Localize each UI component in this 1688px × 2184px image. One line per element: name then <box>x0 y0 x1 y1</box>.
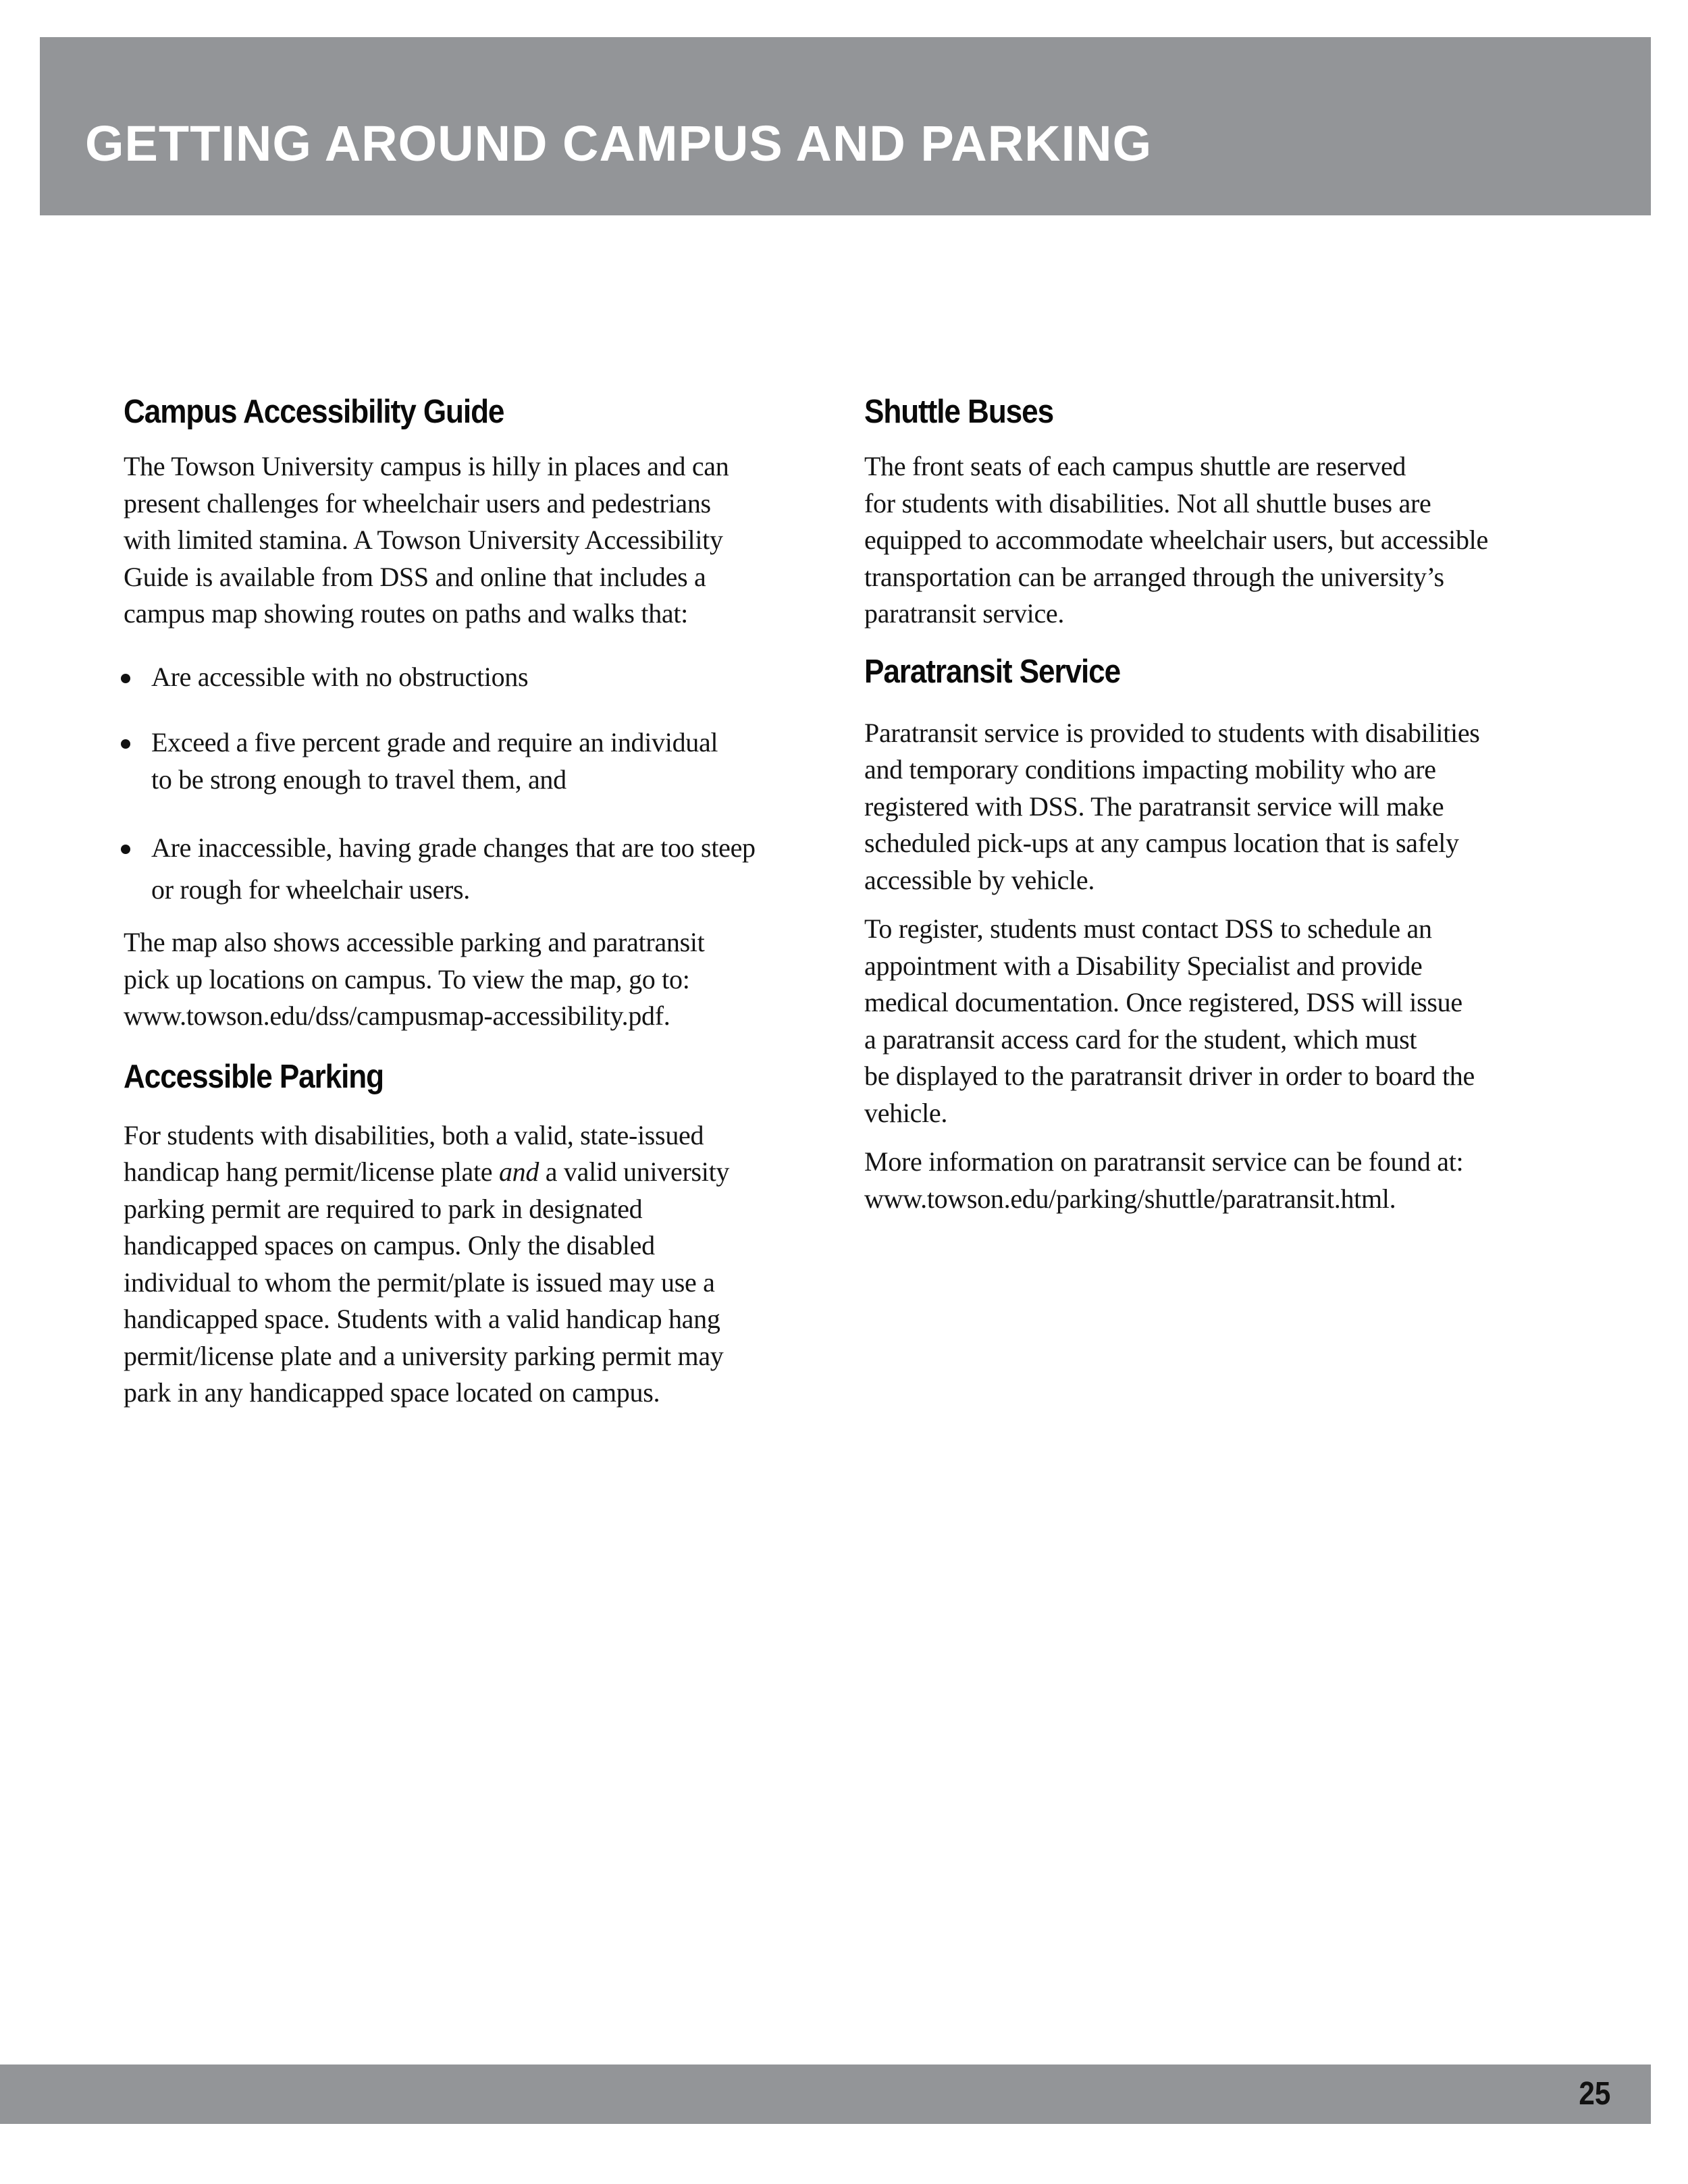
text-line: Paratransit service is provided to students with disabilities <box>864 717 1480 748</box>
text-fragment: a valid university <box>539 1156 730 1187</box>
list-item <box>124 659 819 696</box>
route-types-list <box>124 659 819 911</box>
campus-guide-intro <box>124 448 819 633</box>
text-line: park in any handicapped space located on campus. <box>124 1377 660 1408</box>
text-line: present challenges for wheelchair users and pedestrians <box>124 487 711 518</box>
bullet-icon <box>121 674 130 683</box>
text-line: be displayed to the paratransit driver in order to board the <box>864 1061 1475 1091</box>
text-line: vehicle. <box>864 1097 948 1128</box>
text-fragment: handicap hang permit/license plate <box>124 1156 499 1187</box>
text-line: individual to whom the permit/plate is issued may use a <box>124 1267 715 1298</box>
list-item <box>124 827 819 911</box>
list-item <box>124 724 819 798</box>
bullet-icon <box>121 845 130 854</box>
page-title: GETTING AROUND CAMPUS AND PARKING <box>85 115 1153 171</box>
text-line: parking permit are required to park in designated <box>124 1193 643 1224</box>
text-line: For students with disabilities, both a valid, state-issued <box>124 1119 704 1150</box>
text-line: to be strong enough to travel them, and <box>151 764 566 795</box>
text-line: for students with disabilities. Not all shuttle buses are <box>864 487 1431 518</box>
text-line: equipped to accommodate wheelchair users, but accessible <box>864 525 1488 555</box>
text-line: The map also shows accessible parking and paratransit <box>124 927 705 957</box>
text-line: The Towson University campus is hilly in places and can <box>124 451 729 481</box>
footer-band <box>0 2065 1651 2124</box>
text-line: medical documentation. Once registered, DSS will issue <box>864 987 1462 1017</box>
shuttle-buses-body <box>864 448 1593 633</box>
text-line: or rough for wheelchair users. <box>151 874 470 905</box>
campus-map-info <box>124 924 819 1035</box>
section-campus-accessibility-guide <box>124 385 819 1035</box>
emphasis-text: and <box>498 1156 539 1187</box>
text-line: Are accessible with no obstructions <box>151 661 529 692</box>
section-heading-campus-guide: Campus Accessibility Guide <box>124 394 504 430</box>
bullet-icon <box>121 739 130 749</box>
section-heading-accessible-parking: Accessible Parking <box>124 1058 384 1095</box>
text-line: campus map showing routes on paths and walks that: <box>124 598 688 629</box>
text-line: handicapped spaces on campus. Only the disabled <box>124 1230 655 1260</box>
left-column <box>124 385 819 1412</box>
section-heading-paratransit-service: Paratransit Service <box>864 653 1121 690</box>
text-line: Are inaccessible, having grade changes that are too steep <box>151 832 756 863</box>
section-shuttle-buses <box>864 385 1593 633</box>
text-line: Guide is available from DSS and online that includes a <box>124 561 706 592</box>
section-accessible-parking <box>124 1050 819 1412</box>
paratransit-registration <box>864 911 1593 1131</box>
section-heading-shuttle-buses: Shuttle Buses <box>864 394 1054 430</box>
text-line: transportation can be arranged through the university’s <box>864 561 1444 592</box>
text-line: scheduled pick-ups at any campus location that is safely <box>864 828 1459 858</box>
text-line: registered with DSS. The paratransit service will make <box>864 791 1444 822</box>
text-line: pick up locations on campus. To view the map, go to: <box>124 963 690 994</box>
text-line: Exceed a five percent grade and require an individual <box>151 727 718 757</box>
paratransit-eligibility <box>864 715 1593 899</box>
text-line: and temporary conditions impacting mobility who are <box>864 754 1436 784</box>
text-line: To register, students must contact DSS to schedule an <box>864 913 1432 944</box>
text-line: The front seats of each campus shuttle are reserved <box>864 451 1406 481</box>
paratransit-url[interactable]: www.towson.edu/parking/shuttle/paratransit.html. <box>864 1183 1396 1214</box>
text-line: a paratransit access card for the student, which must <box>864 1023 1417 1055</box>
accessible-parking-body <box>124 1117 819 1412</box>
text-line: paratransit service. <box>864 598 1065 629</box>
text-line: appointment with a Disability Specialist and provide <box>864 950 1423 981</box>
text-line: permit/license plate and a university parking permit may <box>124 1340 724 1371</box>
page-number: 25 <box>1579 2076 1610 2112</box>
section-paratransit-service <box>864 645 1593 1218</box>
text-line <box>124 1154 819 1191</box>
text-line: with limited stamina. A Towson University Accessibility <box>124 525 723 555</box>
paratransit-more-info <box>864 1144 1593 1217</box>
campus-map-url[interactable]: www.towson.edu/dss/campusmap-accessibility.pdf. <box>124 1001 670 1031</box>
text-line: handicapped space. Students with a valid handicap hang <box>124 1304 720 1334</box>
right-column <box>864 385 1593 1217</box>
text-line: More information on paratransit service can be found at: <box>864 1146 1464 1177</box>
text-line: accessible by vehicle. <box>864 864 1095 895</box>
